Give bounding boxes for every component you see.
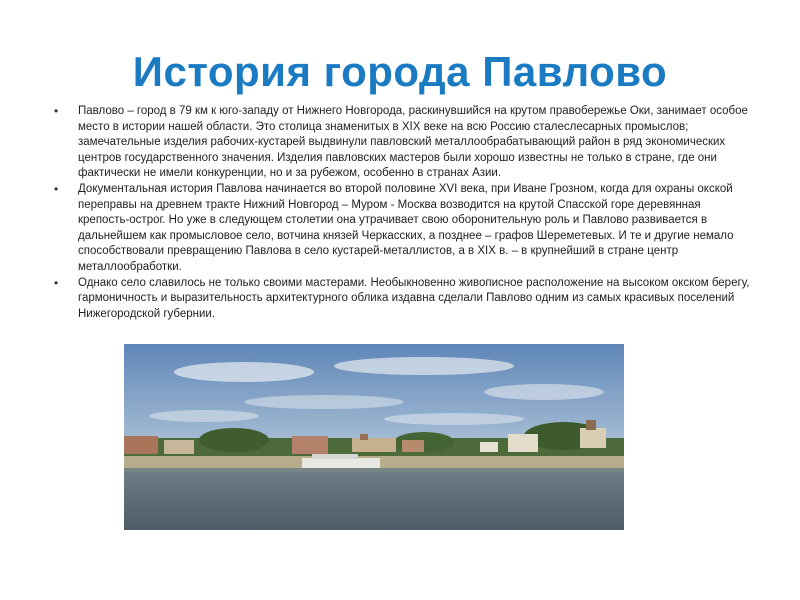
town-photo bbox=[124, 344, 624, 530]
bullet-list bbox=[54, 104, 754, 322]
bullet-item bbox=[54, 104, 754, 182]
slide-title: История города Павлово bbox=[132, 48, 668, 95]
bullet-text: Документальная история Павлова начинается во второй половине XVI века, при Иване Грозном, когда для охраны окской переправы на древнем тракте Нижний Новгород – Муром - Москва возводится на крутой Спасской горе деревянная крепость-острог. Но уже в следующем столетии она утрачивает свою оборонительную роль и Павлово развивается в дальнейшем как промысловое село, вотчина князей Черкасских, а позднее – графов Шереметевых. И те и другие немало способствовали превращению Павлова в село кустарей-металлистов, а в XIX в. – в крупнейший в стране центр металлообработки. bbox=[78, 182, 734, 273]
bullet-marker: • bbox=[54, 275, 59, 290]
bullet-marker: • bbox=[54, 181, 59, 196]
bullet-text: Однако село славилось не только своими мастерами. Необыкновенно живописное расположение на высоком окском берегу, гармоничность и выразительность архитектурного облика издавна сделали Павлово одним из самых красивых поселений Нижегородской губернии. bbox=[78, 276, 750, 320]
bullet-item bbox=[54, 276, 754, 323]
bullet-marker: • bbox=[54, 104, 59, 118]
bullet-text: Павлово – город в 79 км к юго-западу от Нижнего Новгорода, раскинувшийся на крутом правобережье Оки, занимает особое место в истории нашей области. Это столица знаменитых в XIX веке на всю Россию сталеслесарных промыслов; замечательные изделия рабочих-кустарей выдвинули павловский металлообрабатывающий район в ряд экономических центров государственного значения. Изделия павловских мастеров были хорошо известны не только в стране, где они фактически не имели конкуренции, но и за рубежом, особенно в странах Азии. bbox=[78, 105, 748, 180]
bullet-item bbox=[54, 182, 754, 276]
